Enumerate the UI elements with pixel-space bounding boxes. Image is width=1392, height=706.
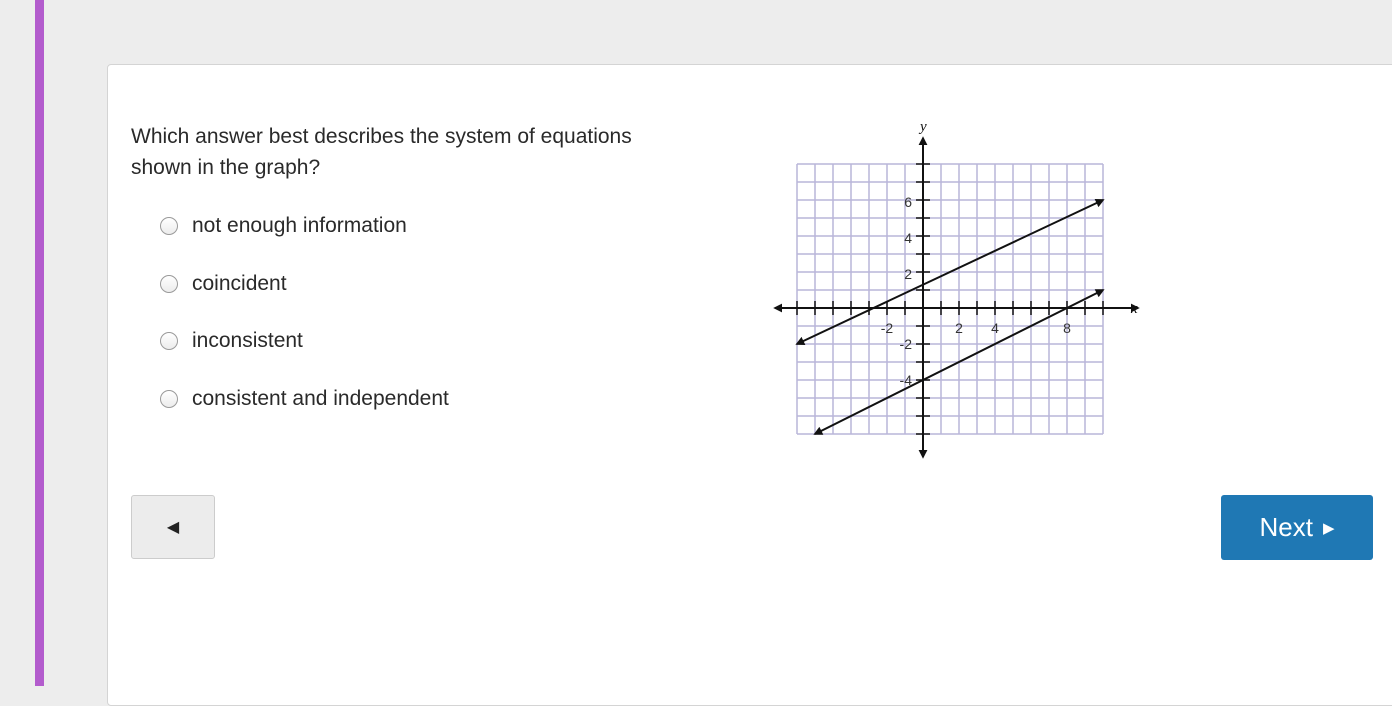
option-label: inconsistent — [192, 329, 303, 352]
option-label: coincident — [192, 272, 287, 295]
coordinate-graph — [765, 112, 1165, 472]
y-tick-label: -4 — [899, 372, 912, 388]
next-button[interactable] — [1221, 495, 1373, 560]
x-axis-label: x — [1131, 301, 1138, 317]
x-tick-label: 2 — [955, 320, 963, 336]
option-not-enough-information[interactable] — [160, 214, 407, 238]
x-tick-label: 8 — [1063, 320, 1071, 336]
radio-button[interactable] — [160, 275, 178, 293]
accent-bar — [35, 0, 44, 686]
ticks — [797, 164, 1103, 434]
y-axis-label: y — [920, 119, 927, 135]
option-consistent-and-independent[interactable] — [160, 387, 449, 411]
grid — [797, 164, 1103, 434]
x-tick-label: -2 — [880, 320, 894, 336]
y-tick-label: 4 — [904, 230, 912, 246]
y-tick-label: -2 — [899, 336, 912, 352]
option-label: consistent and independent — [192, 387, 449, 410]
previous-button[interactable] — [131, 495, 215, 559]
y-tick-label: 6 — [904, 194, 912, 210]
option-inconsistent[interactable] — [160, 329, 303, 353]
option-coincident[interactable] — [160, 272, 287, 296]
option-label: not enough information — [192, 214, 407, 237]
graph-lines — [797, 200, 1103, 434]
radio-button[interactable] — [160, 217, 178, 235]
axes — [775, 138, 1138, 457]
right-triangle-icon: ▶ — [1322, 519, 1335, 537]
radio-button[interactable] — [160, 332, 178, 350]
next-button-label: Next — [1259, 512, 1313, 542]
question-text: Which answer best describes the system of equations shown in the graph? — [131, 125, 632, 179]
y-tick-label: 2 — [904, 266, 912, 282]
x-tick-label: 4 — [991, 320, 999, 336]
radio-button[interactable] — [160, 390, 178, 408]
left-triangle-icon: ◀ — [166, 519, 180, 536]
